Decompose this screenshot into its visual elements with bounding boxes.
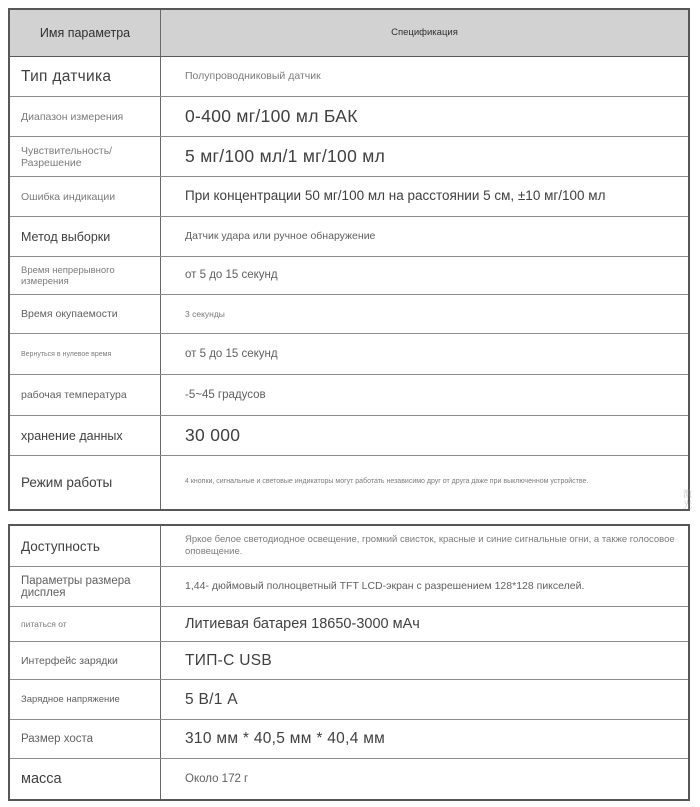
param-name: Диапазон измерения <box>10 97 161 136</box>
table-row <box>10 642 688 680</box>
header-spec: Спецификация <box>391 27 458 39</box>
param-name: Чувствительность/Разрешение <box>10 137 161 176</box>
spec-value: от 5 до 15 секунд <box>185 269 278 282</box>
spec-value: -5~45 градусов <box>185 388 266 401</box>
spec-value: Яркое белое светодиодное освещение, громкий свисток, красные и синие сигнальные огни, а также голосовое оповещение. <box>185 534 675 557</box>
spec-value: 3 секунды <box>185 308 225 319</box>
spec-value: Литиевая батарея 18650-3000 мАч <box>185 615 420 632</box>
spec-value: 4 кнопки, сигнальные и световые индикаторы могут работать независимо друг от друга даже при выключенном устройстве. <box>185 478 589 486</box>
param-name: Вернуться в нулевое время <box>10 334 161 374</box>
table-row <box>10 97 688 137</box>
table-row <box>10 177 688 217</box>
table-row <box>10 257 688 295</box>
spec-value: При концентрации 50 мг/100 мл на расстоянии 5 см, ±10 мг/100 мл <box>185 188 606 204</box>
param-name: Время непрерывного измерения <box>10 257 161 294</box>
table-row <box>10 456 688 509</box>
spec-table-1 <box>8 8 690 511</box>
spec-value: 5 В/1 А <box>185 690 238 708</box>
param-name: Метод выборки <box>10 217 161 256</box>
watermark: 激光 <box>683 489 694 510</box>
spec-value: ТИП-C USB <box>185 651 272 669</box>
param-name: хранение данных <box>10 416 161 455</box>
param-name: Ошибка индикации <box>10 177 161 216</box>
spec-value: 310 мм * 40,5 мм * 40,4 мм <box>185 730 386 748</box>
spec-value: 1,44- дюймовый полноцветный TFT LCD-экран с разрешением 128*128 пикселей. <box>185 579 585 592</box>
param-name: Зарядное напряжение <box>10 680 161 719</box>
table-row <box>10 567 688 607</box>
table-row <box>10 137 688 177</box>
spec-value: Около 172 г <box>185 772 249 785</box>
param-name: Параметры размера дисплея <box>10 567 161 606</box>
param-name: Тип датчика <box>10 57 161 96</box>
param-name: Время окупаемости <box>10 295 161 333</box>
param-name: масса <box>10 759 161 799</box>
table-row <box>10 720 688 759</box>
spec-value: 0-400 мг/100 мл БАК <box>185 105 358 126</box>
table-row <box>10 759 688 799</box>
param-name: Интерфейс зарядки <box>10 642 161 679</box>
table-row <box>10 607 688 642</box>
table-row <box>10 416 688 456</box>
param-name: рабочая температура <box>10 375 161 415</box>
header-row <box>10 10 688 57</box>
table-row <box>10 526 688 567</box>
spec-value: 30 000 <box>185 424 241 445</box>
param-name: Размер хоста <box>10 720 161 758</box>
spec-value: 5 мг/100 мл/1 мг/100 мл <box>185 145 386 166</box>
param-name: питаться от <box>10 607 161 641</box>
param-name: Доступность <box>10 526 161 566</box>
table-row <box>10 334 688 375</box>
table-row <box>10 57 688 97</box>
param-name: Режим работы <box>10 456 161 509</box>
header-param-name: Имя параметра <box>10 10 161 56</box>
table-row <box>10 375 688 416</box>
spec-table-2 <box>8 524 690 801</box>
table-row <box>10 295 688 334</box>
spec-value: от 5 до 15 секунд <box>185 347 278 360</box>
table-row <box>10 680 688 720</box>
table-row <box>10 217 688 257</box>
spec-value: Полупроводниковый датчик <box>185 69 321 82</box>
spec-value: Датчик удара или ручное обнаружение <box>185 229 376 242</box>
